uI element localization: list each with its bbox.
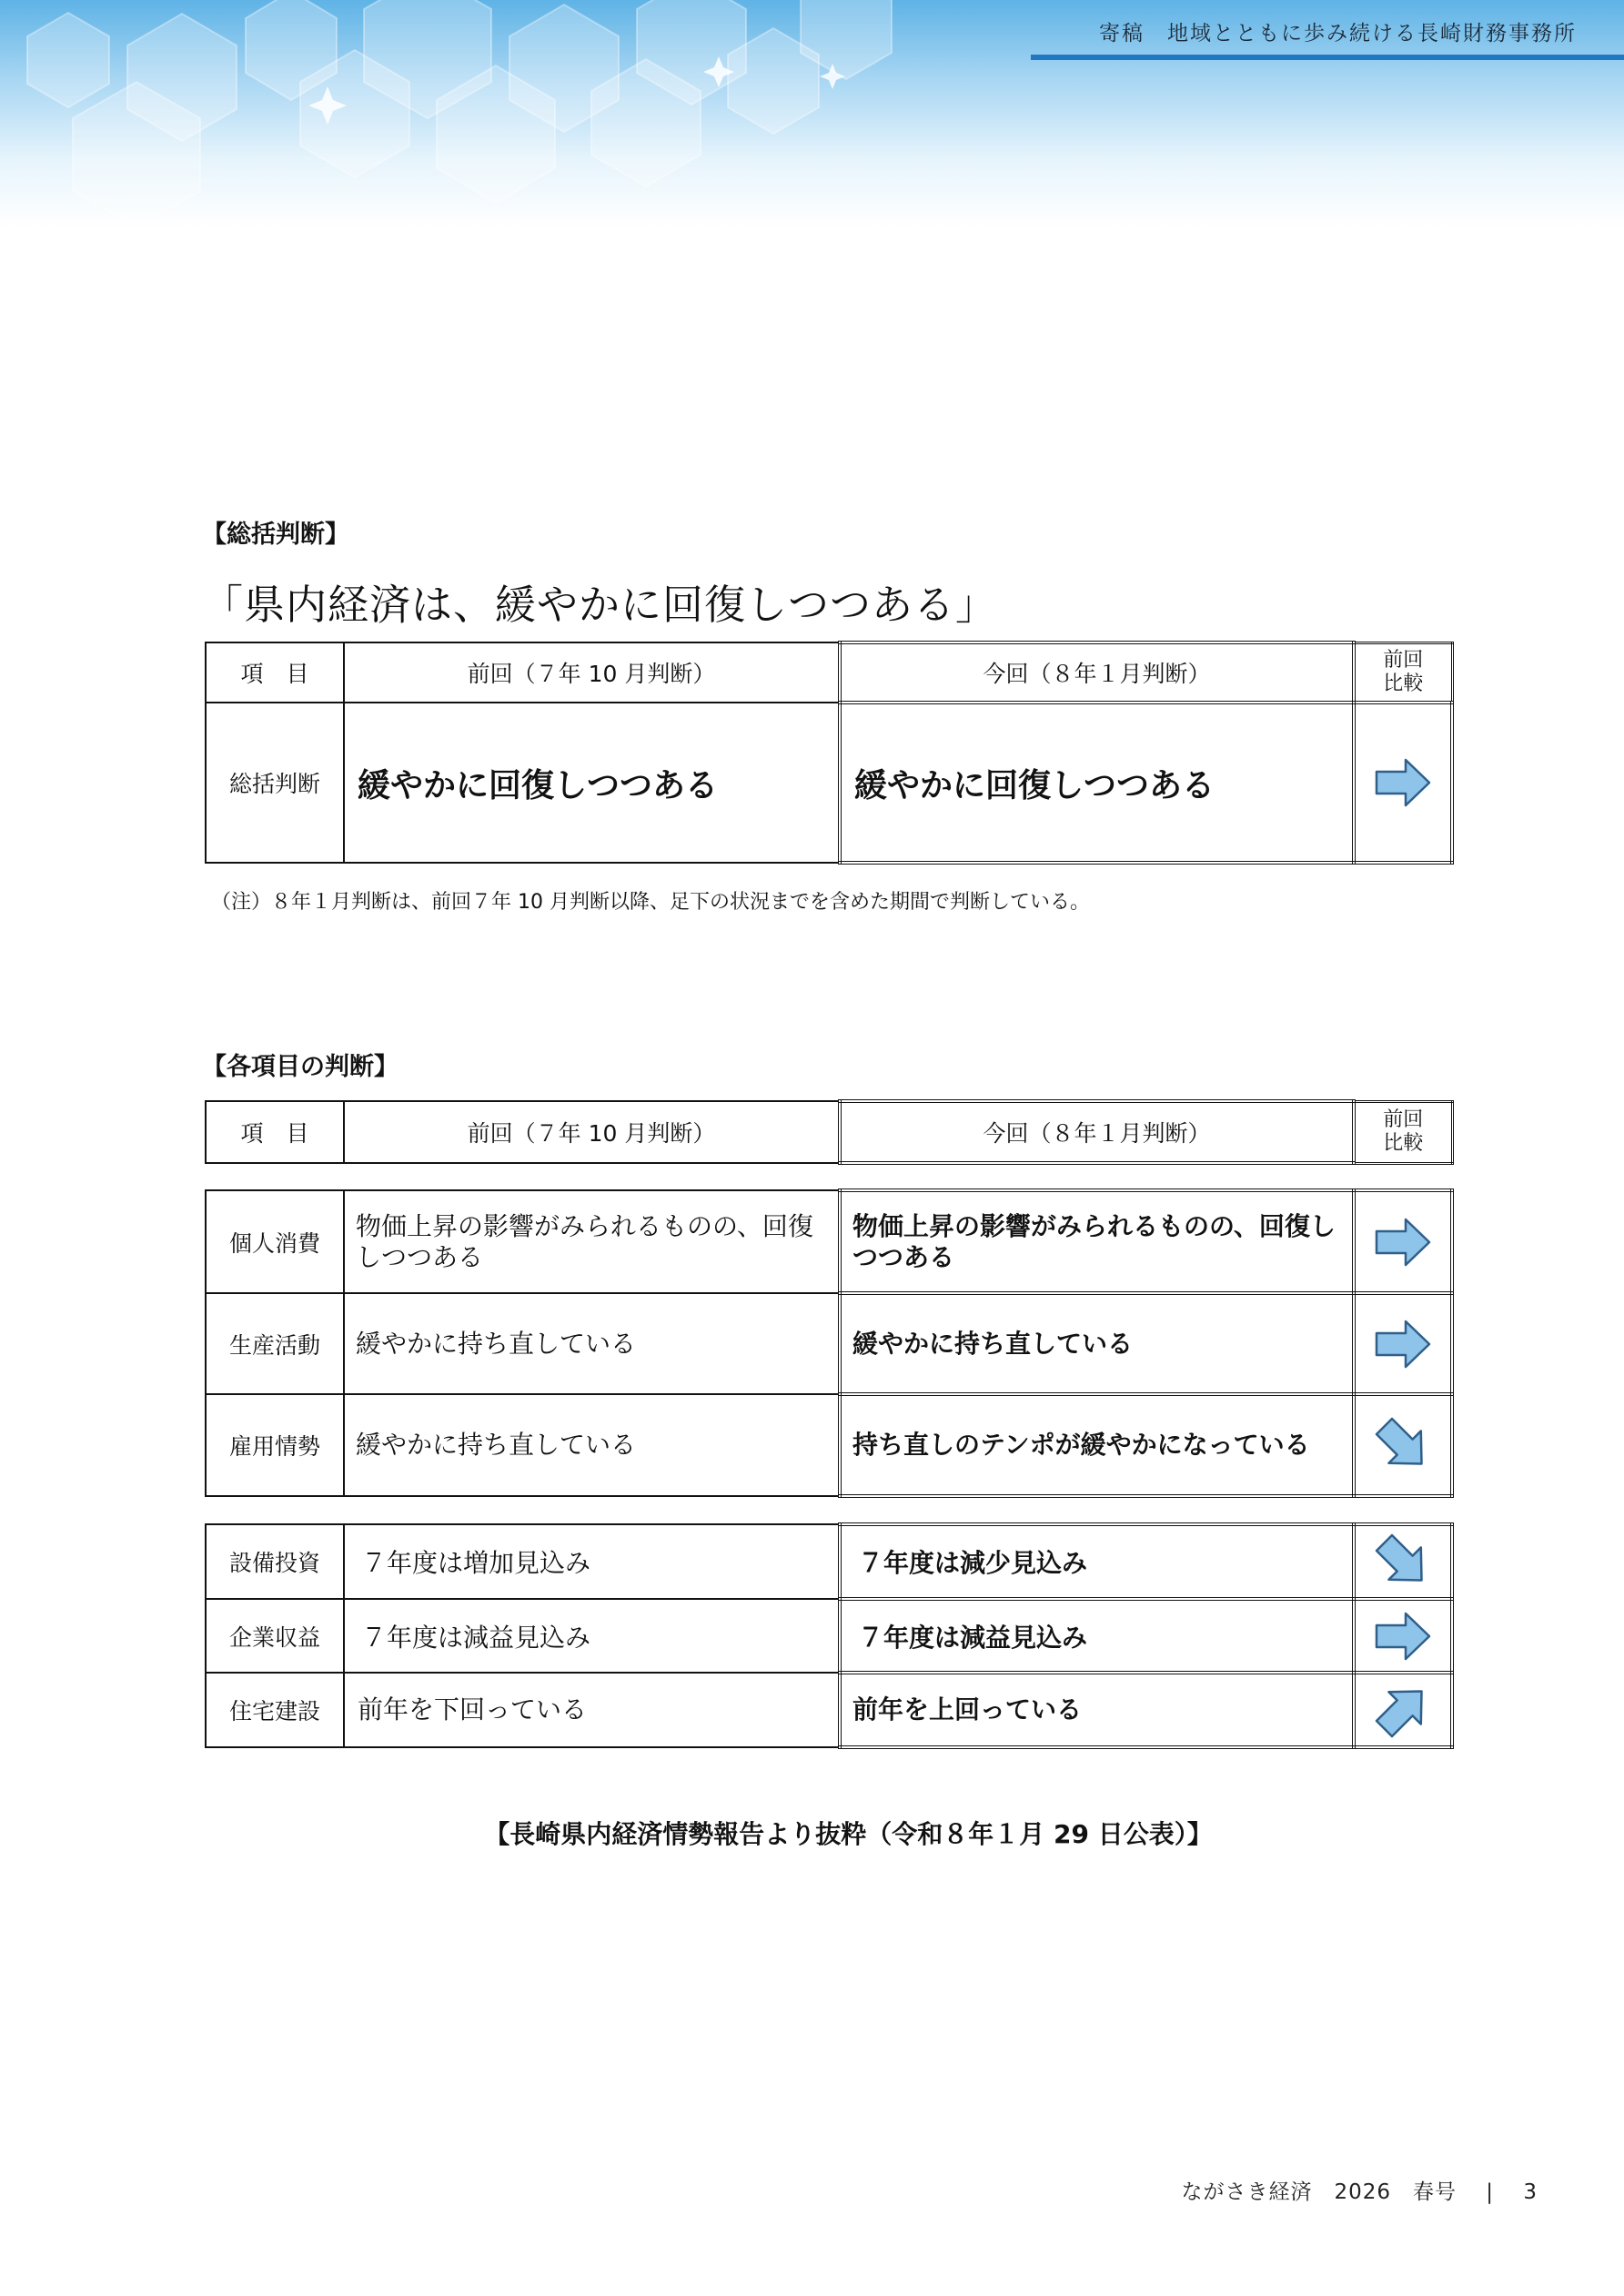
row-compare [1354, 1394, 1452, 1496]
row-compare [1354, 1673, 1452, 1747]
compare-label-line2: 比較 [1383, 672, 1424, 695]
items-section-label: 【各項目の判断】 [202, 1053, 398, 1081]
col-header-current: 今回（８年１月判断） [840, 642, 1354, 703]
table-row [206, 1190, 1452, 1293]
items-header-row [206, 1101, 1452, 1163]
compare-label-line2: 比較 [1383, 1132, 1424, 1155]
summary-table [205, 641, 1454, 865]
row-item: 雇用情勢 [206, 1394, 344, 1496]
compare-label-line1: 前回 [1383, 648, 1424, 672]
row-previous: 物価上昇の影響がみられるものの、回復しつつある [344, 1190, 840, 1293]
row-compare [1354, 1293, 1452, 1394]
row-current: ７年度は減少見込み [840, 1524, 1354, 1599]
summary-compare [1354, 703, 1452, 863]
down-right-arrow-icon [1375, 1417, 1431, 1473]
row-item: 企業収益 [206, 1599, 344, 1673]
up-right-arrow-icon [1375, 1682, 1431, 1738]
row-current: 持ち直しのテンポが緩やかになっている [840, 1394, 1354, 1496]
table-row [206, 1293, 1452, 1394]
summary-current: 緩やかに回復しつつある [840, 703, 1354, 863]
summary-section-label: 【総括判断】 [202, 521, 349, 549]
row-compare [1354, 1599, 1452, 1673]
row-compare [1354, 1524, 1452, 1599]
right-arrow-icon [1375, 1319, 1431, 1370]
col-header-compare [1354, 642, 1452, 703]
page-number: 3 [1523, 2180, 1538, 2204]
col-header-previous: 前回（７年 10 月判断） [344, 642, 840, 703]
page-footer [1181, 2175, 1538, 2205]
right-arrow-icon [1375, 757, 1431, 808]
col-header-current: 今回（８年１月判断） [840, 1101, 1354, 1163]
down-right-arrow-icon [1375, 1533, 1431, 1590]
row-previous: ７年度は減益見込み [344, 1599, 840, 1673]
col-header-previous: 前回（７年 10 月判断） [344, 1101, 840, 1163]
summary-header-row [206, 642, 1452, 703]
summary-note: （注）８年１月判断は、前回７年 10 月判断以降、足下の状況までを含めた期間で判断している。 [211, 891, 1090, 914]
header-band [0, 0, 1624, 228]
row-item: 住宅建設 [206, 1673, 344, 1747]
publication-name: ながさき経済 2026 春号 [1181, 2180, 1457, 2204]
row-item: 生産活動 [206, 1293, 344, 1394]
summary-row [206, 703, 1452, 863]
compare-label-line1: 前回 [1383, 1108, 1424, 1131]
row-current: ７年度は減益見込み [840, 1599, 1354, 1673]
col-header-compare [1354, 1101, 1452, 1163]
summary-headline: 「県内経済は、緩やかに回復しつつある」 [202, 581, 998, 629]
row-current: 物価上昇の影響がみられるものの、回復しつつある [840, 1190, 1354, 1293]
table-row [206, 1394, 1452, 1496]
col-header-item: 項 目 [206, 1101, 344, 1163]
row-compare [1354, 1190, 1452, 1293]
running-title-rule [1031, 55, 1624, 60]
source-citation: 【長崎県内経済情勢報告より抜粋（令和８年１月 29 日公表）】 [484, 1819, 1213, 1849]
summary-previous: 緩やかに回復しつつある [344, 703, 840, 863]
col-header-item: 項 目 [206, 642, 344, 703]
items-table-group2 [205, 1522, 1454, 1749]
row-previous: 緩やかに持ち直している [344, 1293, 840, 1394]
row-item: 設備投資 [206, 1524, 344, 1599]
items-header-table [205, 1099, 1454, 1165]
row-current: 前年を上回っている [840, 1673, 1354, 1747]
table-row [206, 1673, 1452, 1747]
row-previous: 前年を下回っている [344, 1673, 840, 1747]
row-previous: ７年度は増加見込み [344, 1524, 840, 1599]
footer-separator: | [1486, 2180, 1495, 2204]
row-current: 緩やかに持ち直している [840, 1293, 1354, 1394]
running-title: 寄稿 地域とともに歩み続ける長崎財務事務所 [1099, 22, 1577, 46]
summary-item: 総括判断 [206, 703, 344, 863]
items-table-group1 [205, 1188, 1454, 1498]
row-item: 個人消費 [206, 1190, 344, 1293]
table-row [206, 1524, 1452, 1599]
right-arrow-icon [1375, 1611, 1431, 1662]
table-row [206, 1599, 1452, 1673]
right-arrow-icon [1375, 1217, 1431, 1268]
row-previous: 緩やかに持ち直している [344, 1394, 840, 1496]
